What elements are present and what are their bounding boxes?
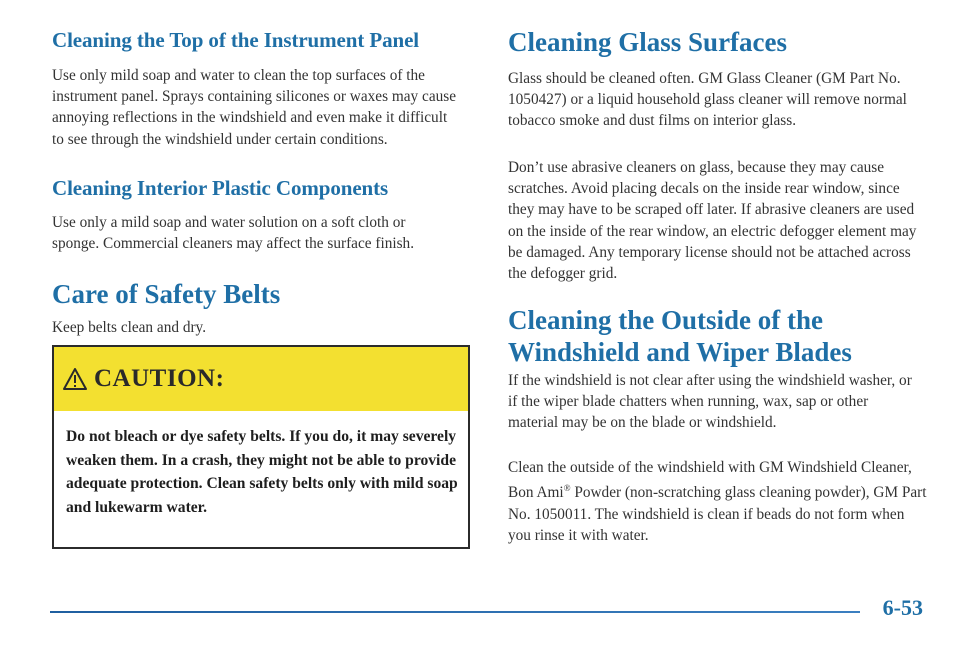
caution-text: Do not bleach or dye safety belts. If you do, it may severely weaken them. In a crash, they might not be able to provide adequate protection. Clean safety belts only with mild soap and lukewarm water. [66, 428, 458, 516]
paragraph-safety-belts: Keep belts clean and dry. [52, 319, 207, 336]
paragraph-windshield-1: If the windshield is not clear after using the windshield washer, or if the wiper blade chatters when running, wax, sap or other material may be on the blade or windshield. [508, 372, 912, 432]
caution-box [52, 345, 470, 549]
paragraph-glass-1: Glass should be cleaned often. GM Glass Cleaner (GM Part No. 1050427) or a liquid household glass cleaner will remove normal tobacco smoke and dust films on interior glass. [508, 70, 907, 130]
warning-triangle-icon [62, 367, 88, 391]
paragraph-windshield-2-part-b: Powder (non-scratching glass cleaning powder), GM Part No. 1050011. The windshield is clean if beads do not form when you rinse it with water. [508, 484, 927, 544]
caution-header-bar [54, 347, 468, 411]
caution-label: CAUTION: [94, 365, 225, 392]
heading-windshield-line-2: Windshield and Wiper Blades [508, 337, 852, 367]
footer-rule [50, 611, 860, 613]
paragraph-instrument-panel: Use only mild soap and water to clean the top surfaces of the instrument panel. Sprays containing silicones or waxes may cause annoying reflections in the windshield and even make it difficult to see through the windshield under certain conditions. [52, 67, 456, 148]
heading-glass-surfaces: Cleaning Glass Surfaces [508, 27, 788, 57]
heading-plastic-components: Cleaning Interior Plastic Components [52, 176, 389, 200]
heading-windshield-line-1: Cleaning the Outside of the [508, 305, 824, 335]
paragraph-windshield-2 [508, 457, 928, 546]
registered-mark: ® [563, 483, 571, 494]
paragraph-windshield-2-part-a: Clean the outside of the windshield with GM Windshield Cleaner, Bon Ami [508, 459, 912, 502]
paragraph-plastic-components: Use only a mild soap and water solution on a soft cloth or sponge. Commercial cleaners may affect the surface finish. [52, 214, 415, 253]
heading-safety-belts: Care of Safety Belts [52, 279, 281, 309]
paragraph-glass-2: Don’t use abrasive cleaners on glass, because they may cause scratches. Avoid placing decals on the inside rear window, since they may have to be scraped off later. If abrasive cleaners are used on the inside of the rear window, an electric defogger element may be damaged. Any temporary license should not be attached across the defogger grid. [508, 159, 917, 283]
page-number: 6-53 [882, 595, 923, 620]
heading-instrument-panel: Cleaning the Top of the Instrument Panel [52, 28, 420, 52]
